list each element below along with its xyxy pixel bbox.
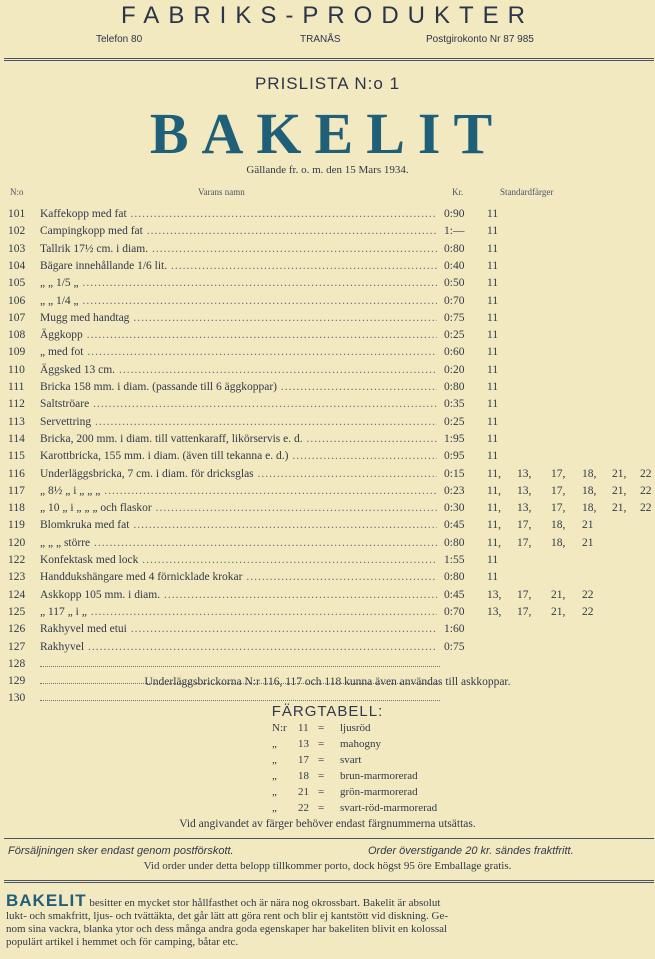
color-prefix: „: [272, 802, 277, 814]
item-color-code: 11: [487, 311, 499, 324]
table-row: [0, 431, 655, 448]
item-name: „ „ 1/4 „ .....: [40, 293, 437, 310]
item-color-code: 18,: [551, 536, 566, 549]
item-number: 115: [8, 450, 25, 463]
item-price: 0:25: [444, 329, 465, 342]
item-color-code: 17,: [517, 588, 532, 601]
color-number: 21: [298, 786, 309, 798]
item-color-code: 18,: [551, 519, 566, 532]
item-color-code: 11: [487, 259, 499, 272]
item-price: 0:50: [444, 277, 465, 290]
item-price: 0:45: [444, 588, 465, 601]
item-price: 0:80: [444, 536, 465, 549]
item-price: 1:95: [444, 432, 465, 445]
item-name: Karottbricka, 155 mm. i diam. (även till tekanna e. d.) .....: [40, 448, 437, 465]
color-name: brun-marmorerad: [340, 770, 418, 782]
item-number: 110: [8, 363, 25, 376]
item-number: 120: [8, 536, 26, 549]
item-color-code: 11: [487, 242, 499, 255]
freight-terms: Order överstigande 20 kr. sändes fraktfritt.: [368, 845, 574, 857]
color-row: [0, 737, 655, 752]
item-price: 0:20: [444, 363, 465, 376]
giro-account: Postgirokonto Nr 87 985: [426, 34, 534, 45]
table-row: [0, 552, 655, 569]
color-row: [0, 753, 655, 768]
table-row: [0, 327, 655, 344]
item-color-code: 11,: [487, 519, 501, 532]
table-row: [0, 448, 655, 465]
table-row: [0, 535, 655, 552]
item-color-code: 11: [487, 415, 499, 428]
item-number: 118: [8, 502, 25, 515]
item-color-code: 11,: [487, 536, 501, 549]
table-row: [0, 293, 655, 310]
item-price: 0:35: [444, 398, 465, 411]
table-row: [0, 639, 655, 656]
item-name: Askkopp 105 mm. i diam. .....: [40, 587, 437, 604]
item-color-code: 13,: [517, 502, 532, 515]
item-color-code: 11: [487, 346, 499, 359]
item-name: Rakhyvel med etui .....: [40, 621, 437, 638]
table-row: [0, 587, 655, 604]
item-price: 1:—: [444, 225, 465, 238]
item-color-code: 17,: [517, 605, 532, 618]
color-prefix: „: [272, 754, 277, 766]
color-equals: =: [318, 754, 325, 766]
color-equals: =: [318, 722, 325, 734]
table-row: [0, 206, 655, 223]
color-number: 11: [298, 722, 309, 734]
item-color-code: 11,: [487, 484, 501, 497]
item-price: 0:23: [444, 484, 465, 497]
column-header-no: N:o: [10, 187, 24, 197]
table-row: [0, 621, 655, 638]
item-number: 107: [8, 311, 26, 324]
item-color-code: 21: [582, 536, 594, 549]
item-number: 125: [8, 605, 26, 618]
item-color-code: 21,: [551, 605, 566, 618]
item-color-code: 22: [640, 502, 652, 515]
item-name: „ 8½ „ i „ „ „ .....: [40, 483, 437, 500]
item-color-code: 21,: [612, 502, 627, 515]
item-name: „ „ 1/5 „ .....: [40, 275, 437, 292]
item-price: 0:15: [444, 467, 465, 480]
table-row: [0, 396, 655, 413]
item-name: Campingkopp med fat .....: [40, 223, 437, 240]
phone-number: Telefon 80: [96, 34, 143, 45]
item-number: 109: [8, 346, 26, 359]
divider: [4, 838, 654, 839]
item-color-code: 21,: [551, 588, 566, 601]
item-color-code: 21,: [612, 467, 627, 480]
postage-note: Vid order under detta belopp tillkommer porto, dock högst 95 öre Emballage gratis.: [143, 860, 512, 872]
table-row: [0, 414, 655, 431]
table-row: [0, 223, 655, 240]
item-number: 112: [8, 398, 25, 411]
table-row: [0, 362, 655, 379]
color-row: [0, 721, 655, 736]
color-number: 17: [298, 754, 309, 766]
item-color-code: 21: [582, 519, 594, 532]
item-number: 104: [8, 259, 26, 272]
item-color-code: 13,: [487, 605, 502, 618]
color-prefix: „: [272, 786, 277, 798]
item-color-code: 22: [582, 588, 594, 601]
table-row: [0, 517, 655, 534]
item-number: 119: [8, 519, 25, 532]
item-color-code: 13,: [487, 588, 502, 601]
item-color-code: 18,: [582, 502, 597, 515]
item-name: Bricka 158 mm. i diam. (passande till 6 äggkoppar) .....: [40, 379, 437, 396]
color-name: grön-marmorerad: [340, 786, 418, 798]
footer-rule: [4, 880, 654, 883]
table-row: [0, 656, 655, 673]
item-color-code: 11: [487, 329, 499, 342]
item-number: 102: [8, 225, 26, 238]
list-title: PRISLISTA N:o 1: [254, 74, 401, 93]
table-row: [0, 604, 655, 621]
item-color-code: 11,: [487, 467, 501, 480]
color-equals: =: [318, 802, 325, 814]
item-name: Äggsked 13 cm. .....: [40, 362, 437, 379]
item-price: 0:80: [444, 571, 465, 584]
table-row: [0, 241, 655, 258]
footer-line-3: nom sina vackra, blanka ytor och dess många andra goda egenskaper har bakeliten blivit en kolossal: [6, 923, 448, 935]
item-price: 0:80: [444, 242, 465, 255]
item-number: 108: [8, 329, 26, 342]
item-color-code: 11: [487, 450, 499, 463]
item-price: 0:70: [444, 605, 465, 618]
item-price: 0:75: [444, 640, 465, 653]
item-number: 114: [8, 432, 25, 445]
color-equals: =: [318, 738, 325, 750]
item-number: 129: [8, 675, 26, 688]
color-prefix: „: [272, 770, 277, 782]
table-row: [0, 483, 655, 500]
item-name: Bricka, 200 mm. i diam. till vattenkaraff, likörservis e. d. .....: [40, 431, 437, 448]
item-color-code: 11: [487, 571, 499, 584]
color-number: 22: [298, 802, 309, 814]
column-header-colors: Standardfärger: [500, 187, 554, 197]
item-number: 101: [8, 208, 26, 220]
item-number: 126: [8, 623, 26, 636]
color-number: 13: [298, 738, 309, 750]
item-name: Underläggsbricka, 7 cm. i diam. för dricksglas .....: [40, 466, 437, 483]
item-color-code: 11: [487, 225, 499, 238]
item-name: „ 10 „ i „ „ „ och flaskor .....: [40, 500, 437, 517]
item-color-code: 11: [487, 363, 499, 376]
column-header-price: Kr.: [452, 187, 464, 197]
item-color-code: 17,: [517, 536, 532, 549]
item-color-code: 11: [487, 432, 499, 445]
item-color-code: 13,: [517, 484, 532, 497]
item-color-code: 22: [640, 467, 652, 480]
item-name: Rakhyvel .....: [40, 639, 437, 656]
color-equals: =: [318, 770, 325, 782]
item-color-code: 18,: [582, 467, 597, 480]
color-table-title: FÄRGTABELL:: [271, 703, 384, 720]
brand-title: BAKELIT: [149, 101, 506, 166]
item-name: „ „ „ större .....: [40, 535, 437, 552]
colors-note: Vid angivandet av färger behöver endast färgnummerna utsättas.: [179, 818, 476, 830]
item-price: 1:60: [444, 623, 465, 636]
item-price: 0:90: [444, 208, 465, 220]
item-number: 116: [8, 467, 25, 480]
item-number: 111: [8, 381, 25, 393]
table-row: [0, 379, 655, 396]
color-prefix: N:r: [272, 722, 287, 734]
item-color-code: 17,: [551, 502, 566, 515]
item-name: Mugg med handtag .....: [40, 310, 437, 327]
item-color-code: 11: [487, 381, 499, 393]
item-color-code: 11: [487, 294, 499, 307]
table-row: [0, 275, 655, 292]
item-color-code: 11: [487, 398, 499, 411]
color-name: ljusröd: [340, 722, 371, 734]
column-header-name: Varans namn: [198, 187, 245, 197]
color-name: svart: [340, 754, 362, 766]
item-price: 0:25: [444, 415, 465, 428]
color-row: [0, 785, 655, 800]
color-row: [0, 769, 655, 784]
trays-note: Underläggsbrickorna N:r 116, 117 och 118 kunna även användas till askkoppar.: [144, 676, 511, 688]
item-name: Bägare innehållande 1/6 lit. .....: [40, 258, 437, 275]
item-price: 0:45: [444, 519, 465, 532]
item-name: Servettring .....: [40, 414, 437, 431]
item-number: 103: [8, 242, 26, 255]
item-price: 0:70: [444, 294, 465, 307]
item-name: Blomkruka med fat .....: [40, 517, 437, 534]
table-row: [0, 258, 655, 275]
item-name: „ med fot .....: [40, 344, 437, 361]
color-name: svart-röd-marmorerad: [340, 802, 438, 814]
item-color-code: 11: [487, 277, 499, 290]
item-color-code: 13,: [517, 467, 532, 480]
color-row: [0, 801, 655, 816]
item-name: Äggkopp .....: [40, 327, 437, 344]
item-number: 128: [8, 657, 26, 670]
company-name: FABRIKS-PRODUKTER: [120, 2, 535, 29]
item-name: Saltströare .....: [40, 396, 437, 413]
item-color-code: 17,: [551, 484, 566, 497]
color-prefix: „: [272, 738, 277, 750]
item-name: Tallrik 17½ cm. i diam. .....: [40, 241, 437, 258]
item-name: Kaffekopp med fat .....: [40, 206, 437, 223]
item-price: 0:80: [444, 381, 465, 393]
table-row: [0, 344, 655, 361]
sales-terms: Försäljningen sker endast genom postförskott.: [8, 845, 234, 857]
footer-line-2: lukt- och smakfritt, ljus- och tvättäkta, det går lätt att göra rent och blir ej kantstött vid diskning. Ge-: [6, 910, 449, 922]
item-color-code: 11: [487, 208, 499, 220]
empty-row-line: [40, 666, 440, 667]
footer-line-4: populärt artikel i hemmet och för camping, båtar etc.: [6, 936, 239, 948]
item-name: Konfektask med lock .....: [40, 552, 437, 569]
table-row: [0, 500, 655, 517]
item-color-code: 18,: [582, 484, 597, 497]
city: TRANÅS: [300, 34, 341, 45]
item-name: „ 117 „ i „ .....: [40, 604, 437, 621]
item-color-code: 11: [487, 554, 499, 566]
item-number: 124: [8, 588, 26, 601]
color-number: 18: [298, 770, 309, 782]
item-price: 0:95: [444, 450, 465, 463]
item-number: 123: [8, 571, 26, 584]
footer-paragraph: [6, 891, 655, 949]
item-number: 130: [8, 692, 26, 705]
table-row: [0, 466, 655, 483]
item-color-code: 21,: [612, 484, 627, 497]
item-name: Handdukshängare med 4 förnicklade krokar .....: [40, 569, 437, 586]
item-price: 0:75: [444, 311, 465, 324]
empty-row-line: [40, 700, 440, 701]
item-color-code: 22: [640, 484, 652, 497]
item-number: 106: [8, 294, 26, 307]
table-row: [0, 569, 655, 586]
item-color-code: 17,: [551, 467, 566, 480]
valid-from: Gällande fr. o. m. den 15 Mars 1934.: [246, 164, 409, 176]
item-number: 127: [8, 640, 26, 653]
footer-line-1: besitter en mycket stor hållfasthet och är nära nog okrossbart. Bakelit är absolut: [89, 897, 441, 909]
item-number: 117: [8, 484, 25, 497]
footer-brand: BAKELIT: [6, 891, 87, 910]
item-price: 0:60: [444, 346, 465, 359]
table-row: [0, 310, 655, 327]
color-equals: =: [318, 786, 325, 798]
item-color-code: 17,: [517, 519, 532, 532]
item-price: 0:30: [444, 502, 465, 515]
item-number: 113: [8, 415, 25, 428]
header-rule: [4, 58, 654, 61]
item-number: 105: [8, 277, 26, 290]
color-name: mahogny: [340, 738, 381, 750]
item-price: 0:40: [444, 259, 465, 272]
item-number: 122: [8, 554, 26, 566]
item-color-code: 11,: [487, 502, 501, 515]
item-price: 1:55: [444, 554, 465, 566]
item-color-code: 22: [582, 605, 594, 618]
